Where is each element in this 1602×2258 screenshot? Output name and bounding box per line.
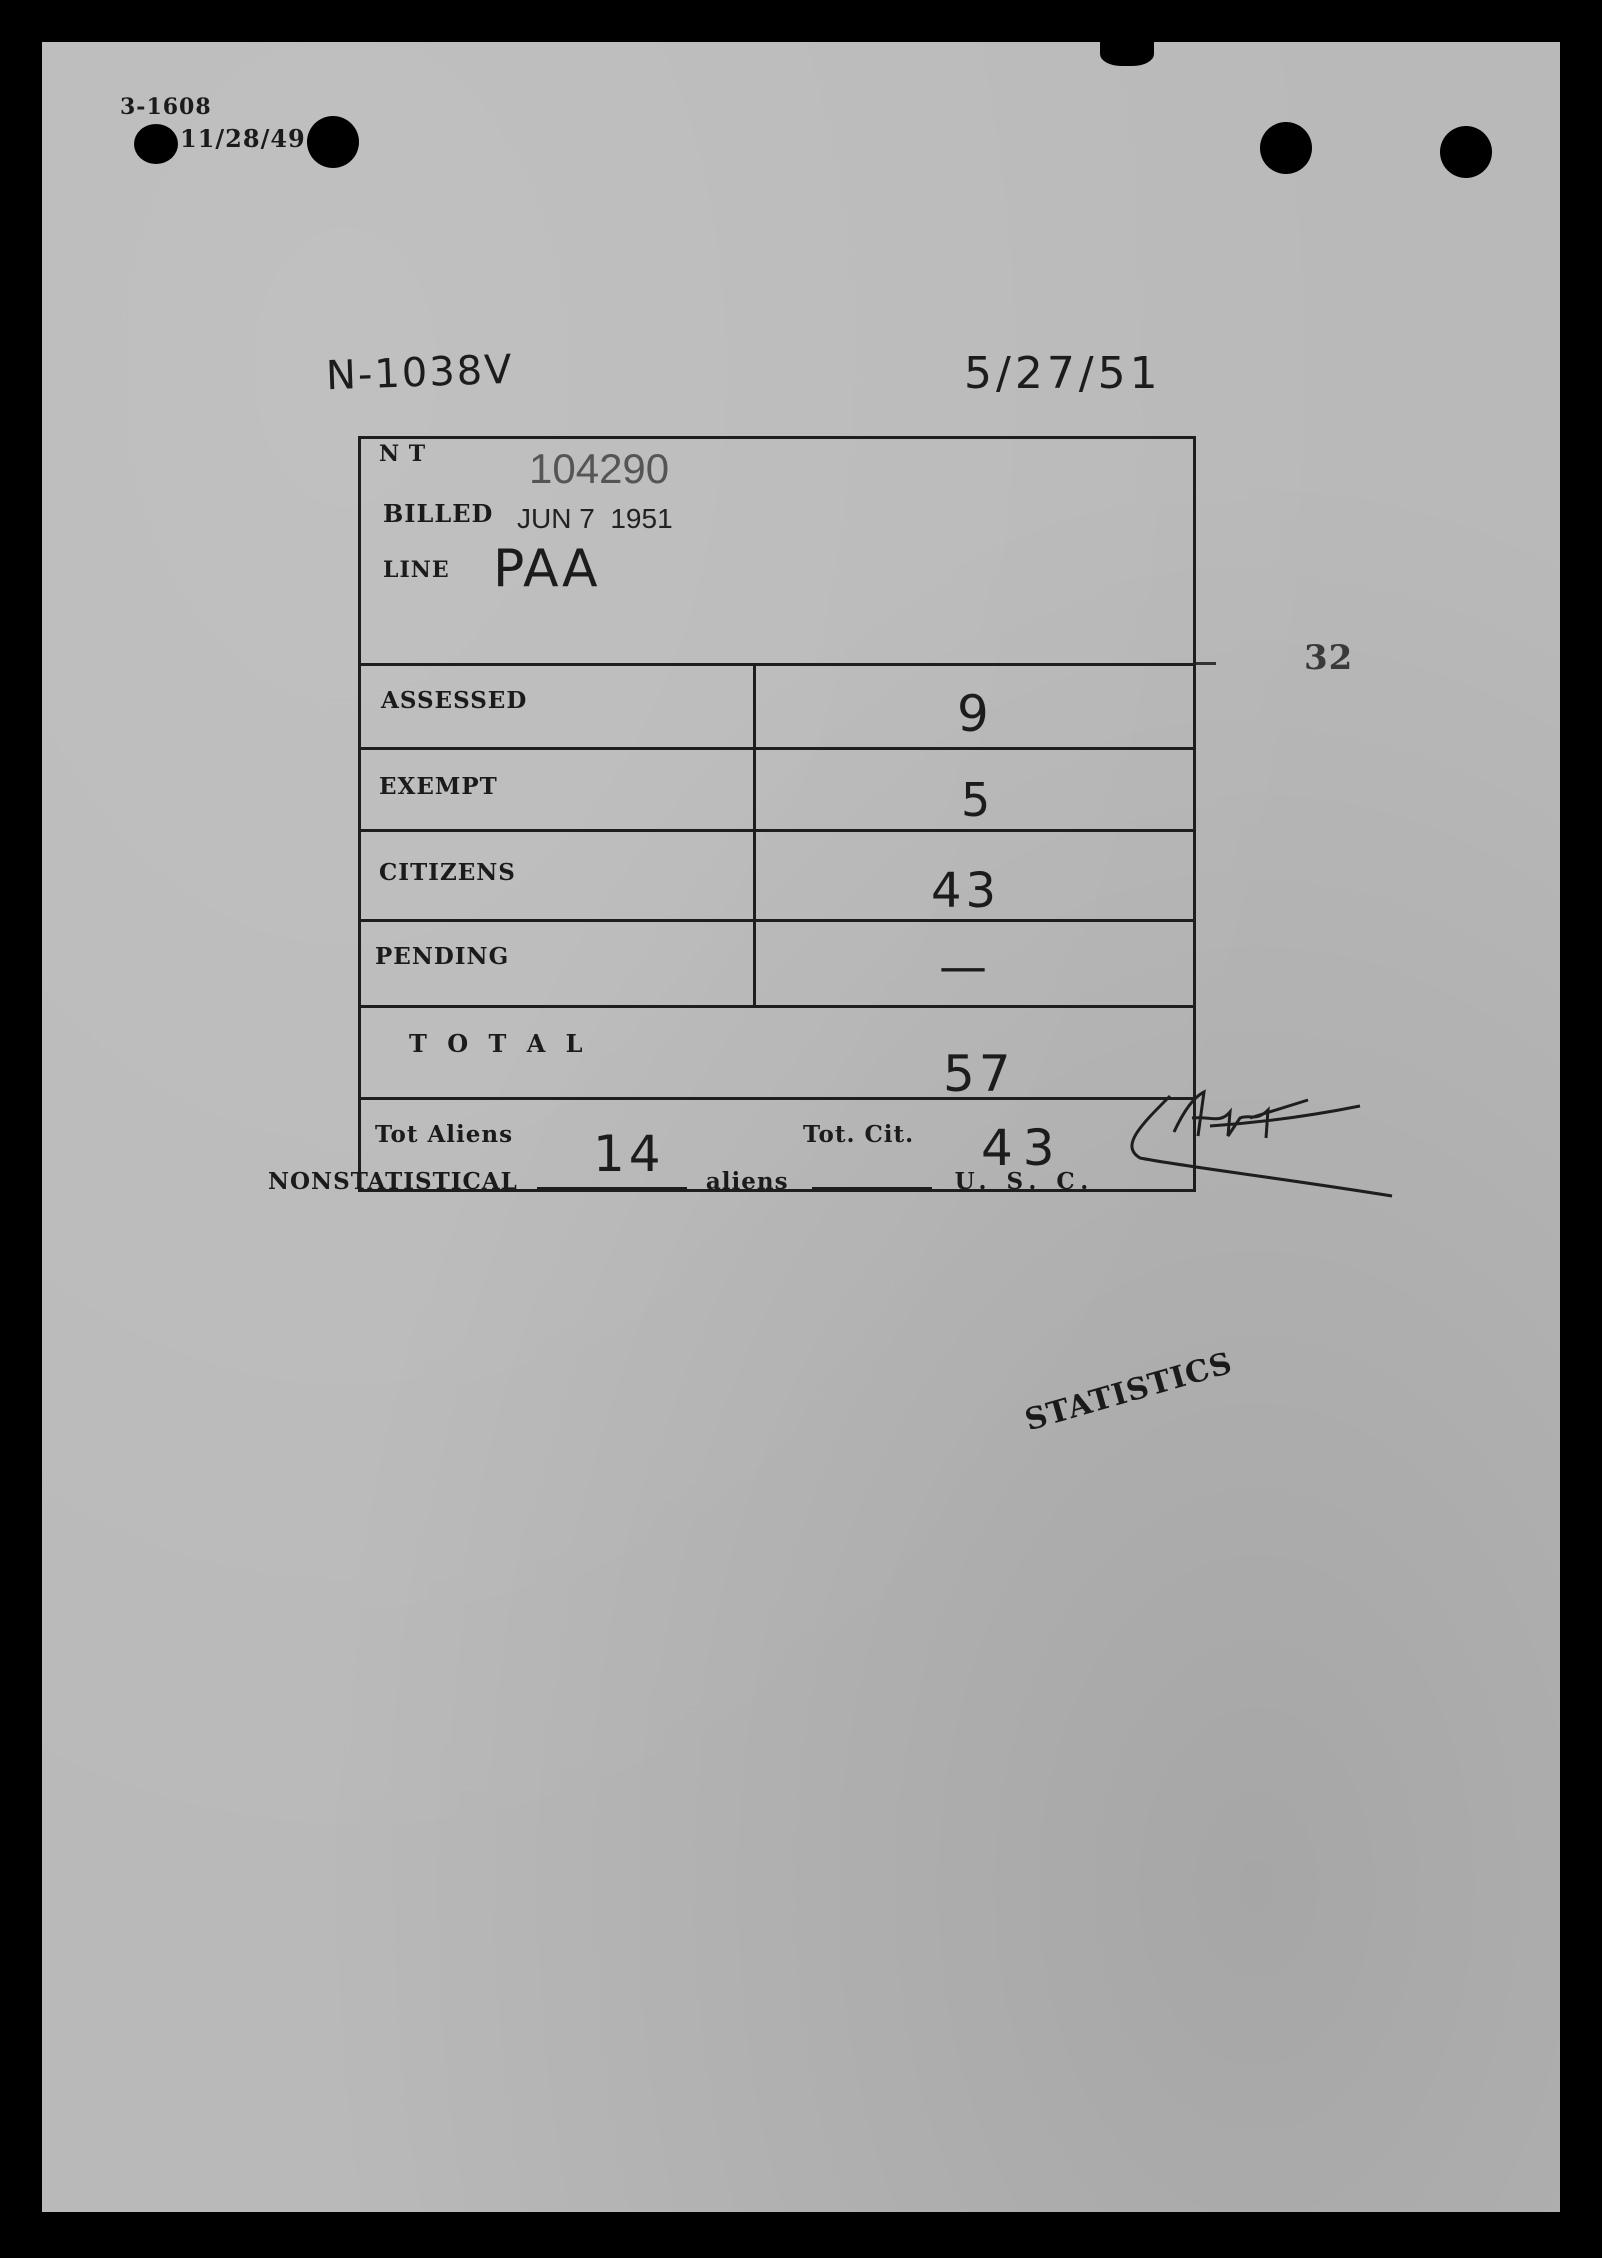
row-divider — [361, 747, 1193, 750]
billed-date: JUN 7 1951 — [517, 503, 673, 534]
document-page — [42, 42, 1560, 2212]
nonstatistical-label: NONSTATISTICAL — [268, 1168, 518, 1195]
manifest-form — [358, 436, 1196, 1192]
exempt-label: EXEMPT — [379, 773, 498, 800]
nt-number: 104290 — [529, 445, 670, 492]
nt-label: N T — [379, 441, 427, 467]
row-divider — [361, 663, 1193, 666]
row-divider — [361, 1005, 1193, 1008]
file-reference-line2: 11/28/49 — [180, 124, 306, 153]
aliens-label: aliens — [705, 1168, 789, 1195]
dash-mark — [1194, 662, 1216, 665]
aliens-blank — [812, 1187, 932, 1189]
row-divider — [361, 1097, 1193, 1100]
punch-hole — [1440, 126, 1492, 178]
file-reference-line1: 3-1608 — [120, 94, 212, 120]
citizens-label: CITIZENS — [379, 859, 516, 886]
page-number: 32 — [1304, 638, 1354, 678]
line-value: PAA — [493, 539, 600, 599]
column-divider — [753, 663, 756, 1005]
punch-hole — [1100, 36, 1154, 66]
citizens-value: 43 — [931, 863, 1001, 919]
total-value: 57 — [943, 1045, 1015, 1103]
row-divider — [361, 829, 1193, 832]
total-label: T O T A L — [409, 1029, 589, 1058]
nonstatistical-blank — [537, 1187, 687, 1189]
nonstatistical-line — [268, 1168, 1094, 1195]
exempt-value: 5 — [961, 773, 991, 827]
tot-cit-value: 43 — [981, 1119, 1065, 1177]
billed-label: BILLED — [383, 499, 494, 528]
tot-aliens-label: Tot Aliens — [375, 1121, 514, 1148]
inspector-initials-signature — [1100, 1066, 1400, 1206]
tot-aliens-value: 14 — [593, 1125, 665, 1183]
assessed-value: 9 — [957, 685, 989, 743]
pending-label: PENDING — [375, 943, 510, 970]
pending-value: — — [939, 939, 987, 995]
punch-hole — [134, 124, 178, 164]
line-label: LINE — [383, 557, 450, 583]
tot-cit-label: Tot. Cit. — [803, 1121, 915, 1148]
usc-label: U. S. C. — [954, 1168, 1095, 1195]
manifest-number: N-1038V — [325, 346, 515, 400]
statistics-stamp: STATISTICS — [1021, 1345, 1237, 1439]
punch-hole — [1260, 122, 1312, 174]
assessed-label: ASSESSED — [381, 687, 528, 714]
row-divider — [361, 919, 1193, 922]
handwritten-date: 5/27/51 — [964, 348, 1162, 399]
punch-hole — [307, 116, 359, 168]
